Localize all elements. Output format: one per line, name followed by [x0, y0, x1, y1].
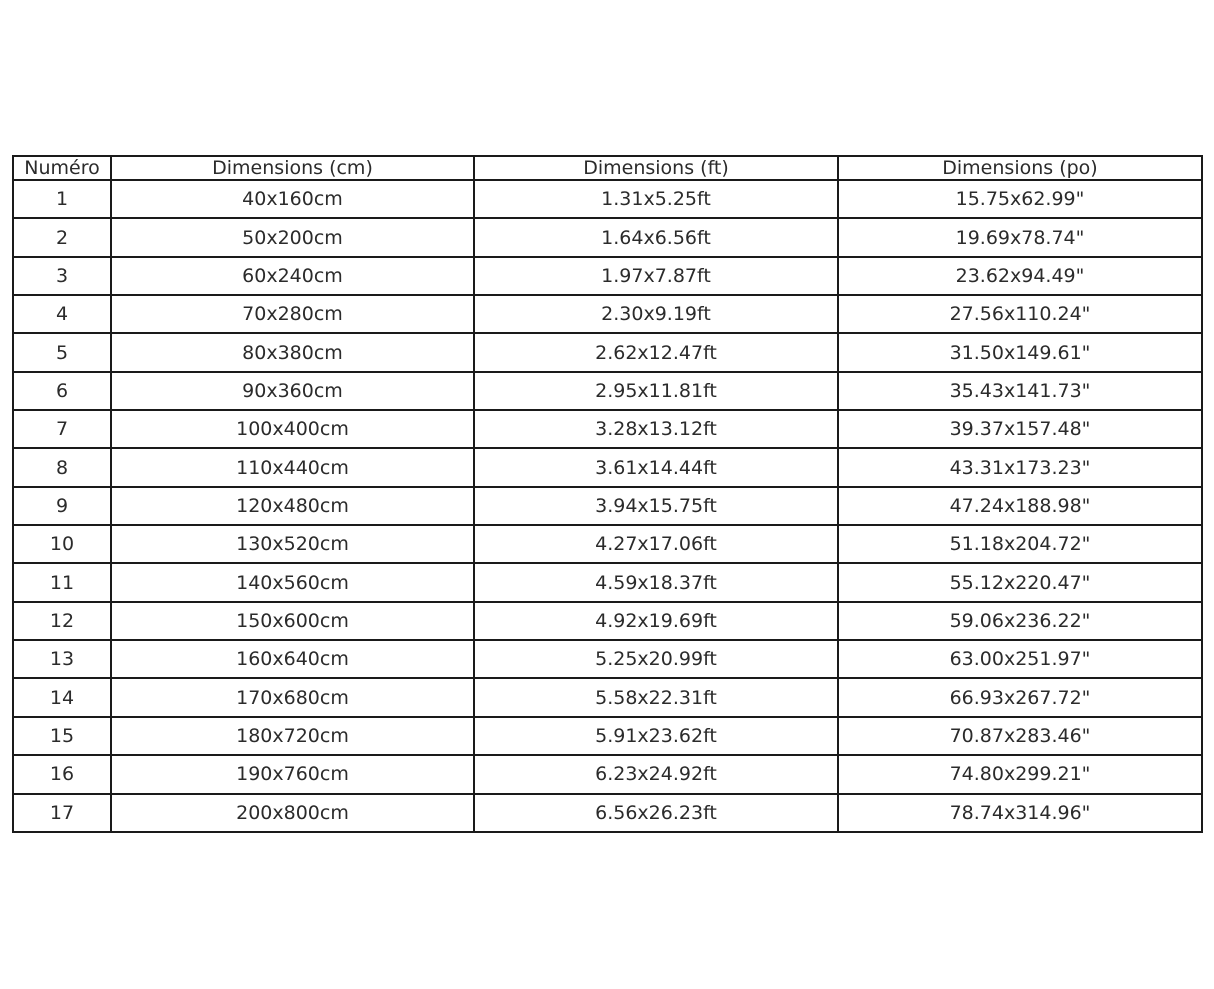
- cell-numero: 12: [13, 602, 111, 640]
- cell-dimensions-po: 31.50x149.61": [838, 333, 1202, 371]
- cell-numero: 5: [13, 333, 111, 371]
- cell-dimensions-ft: 6.23x24.92ft: [474, 755, 838, 793]
- cell-numero: 17: [13, 794, 111, 833]
- cell-dimensions-po: 27.56x110.24": [838, 295, 1202, 333]
- header-cell-numero: Numéro: [13, 156, 111, 180]
- table-row: [13, 218, 1202, 256]
- cell-numero: 11: [13, 563, 111, 601]
- dimensions-table-container: [12, 155, 1203, 833]
- cell-dimensions-po: 51.18x204.72": [838, 525, 1202, 563]
- dimensions-table: [12, 155, 1203, 833]
- cell-dimensions-po: 23.62x94.49": [838, 257, 1202, 295]
- cell-dimensions-ft: 1.31x5.25ft: [474, 180, 838, 218]
- header-cell-dimensions-ft: Dimensions (ft): [474, 156, 838, 180]
- cell-dimensions-ft: 3.28x13.12ft: [474, 410, 838, 448]
- table-row: [13, 563, 1202, 601]
- table-row: [13, 755, 1202, 793]
- cell-numero: 16: [13, 755, 111, 793]
- cell-dimensions-ft: 1.64x6.56ft: [474, 218, 838, 256]
- cell-dimensions-cm: 60x240cm: [111, 257, 474, 295]
- cell-dimensions-ft: 5.58x22.31ft: [474, 678, 838, 716]
- table-body: [13, 180, 1202, 832]
- cell-dimensions-ft: 3.61x14.44ft: [474, 448, 838, 486]
- cell-numero: 4: [13, 295, 111, 333]
- cell-dimensions-ft: 6.56x26.23ft: [474, 794, 838, 833]
- cell-numero: 3: [13, 257, 111, 295]
- cell-dimensions-ft: 1.97x7.87ft: [474, 257, 838, 295]
- cell-dimensions-ft: 4.27x17.06ft: [474, 525, 838, 563]
- cell-dimensions-po: 70.87x283.46": [838, 717, 1202, 755]
- table-row: [13, 678, 1202, 716]
- cell-dimensions-ft: 2.30x9.19ft: [474, 295, 838, 333]
- table-row: [13, 640, 1202, 678]
- table-row: [13, 180, 1202, 218]
- cell-dimensions-po: 19.69x78.74": [838, 218, 1202, 256]
- header-row: [13, 156, 1202, 180]
- cell-dimensions-cm: 130x520cm: [111, 525, 474, 563]
- cell-dimensions-ft: 5.91x23.62ft: [474, 717, 838, 755]
- table-row: [13, 257, 1202, 295]
- cell-dimensions-cm: 50x200cm: [111, 218, 474, 256]
- cell-dimensions-po: 66.93x267.72": [838, 678, 1202, 716]
- cell-dimensions-cm: 40x160cm: [111, 180, 474, 218]
- table-row: [13, 372, 1202, 410]
- cell-dimensions-po: 35.43x141.73": [838, 372, 1202, 410]
- cell-dimensions-ft: 4.59x18.37ft: [474, 563, 838, 601]
- cell-dimensions-cm: 200x800cm: [111, 794, 474, 833]
- table-row: [13, 448, 1202, 486]
- cell-dimensions-cm: 160x640cm: [111, 640, 474, 678]
- cell-dimensions-cm: 70x280cm: [111, 295, 474, 333]
- cell-dimensions-po: 59.06x236.22": [838, 602, 1202, 640]
- cell-dimensions-po: 15.75x62.99": [838, 180, 1202, 218]
- cell-dimensions-po: 39.37x157.48": [838, 410, 1202, 448]
- cell-dimensions-po: 55.12x220.47": [838, 563, 1202, 601]
- cell-dimensions-cm: 170x680cm: [111, 678, 474, 716]
- cell-numero: 13: [13, 640, 111, 678]
- cell-dimensions-cm: 110x440cm: [111, 448, 474, 486]
- cell-dimensions-po: 74.80x299.21": [838, 755, 1202, 793]
- cell-dimensions-po: 78.74x314.96": [838, 794, 1202, 833]
- cell-numero: 7: [13, 410, 111, 448]
- header-cell-dimensions-po: Dimensions (po): [838, 156, 1202, 180]
- table-row: [13, 794, 1202, 833]
- table-row: [13, 717, 1202, 755]
- cell-dimensions-cm: 90x360cm: [111, 372, 474, 410]
- cell-numero: 1: [13, 180, 111, 218]
- cell-dimensions-ft: 2.62x12.47ft: [474, 333, 838, 371]
- cell-dimensions-ft: 3.94x15.75ft: [474, 487, 838, 525]
- cell-dimensions-cm: 80x380cm: [111, 333, 474, 371]
- table-row: [13, 602, 1202, 640]
- cell-dimensions-ft: 5.25x20.99ft: [474, 640, 838, 678]
- cell-dimensions-cm: 150x600cm: [111, 602, 474, 640]
- cell-dimensions-ft: 4.92x19.69ft: [474, 602, 838, 640]
- cell-dimensions-cm: 100x400cm: [111, 410, 474, 448]
- cell-dimensions-ft: 2.95x11.81ft: [474, 372, 838, 410]
- table-row: [13, 487, 1202, 525]
- cell-dimensions-po: 63.00x251.97": [838, 640, 1202, 678]
- cell-numero: 10: [13, 525, 111, 563]
- cell-numero: 6: [13, 372, 111, 410]
- cell-dimensions-po: 43.31x173.23": [838, 448, 1202, 486]
- cell-numero: 15: [13, 717, 111, 755]
- table-row: [13, 525, 1202, 563]
- cell-dimensions-cm: 180x720cm: [111, 717, 474, 755]
- cell-dimensions-po: 47.24x188.98": [838, 487, 1202, 525]
- table-row: [13, 295, 1202, 333]
- cell-numero: 9: [13, 487, 111, 525]
- cell-numero: 2: [13, 218, 111, 256]
- cell-dimensions-cm: 140x560cm: [111, 563, 474, 601]
- header-cell-dimensions-cm: Dimensions (cm): [111, 156, 474, 180]
- cell-dimensions-cm: 120x480cm: [111, 487, 474, 525]
- cell-numero: 8: [13, 448, 111, 486]
- table-header: [13, 156, 1202, 180]
- cell-numero: 14: [13, 678, 111, 716]
- table-row: [13, 333, 1202, 371]
- cell-dimensions-cm: 190x760cm: [111, 755, 474, 793]
- table-row: [13, 410, 1202, 448]
